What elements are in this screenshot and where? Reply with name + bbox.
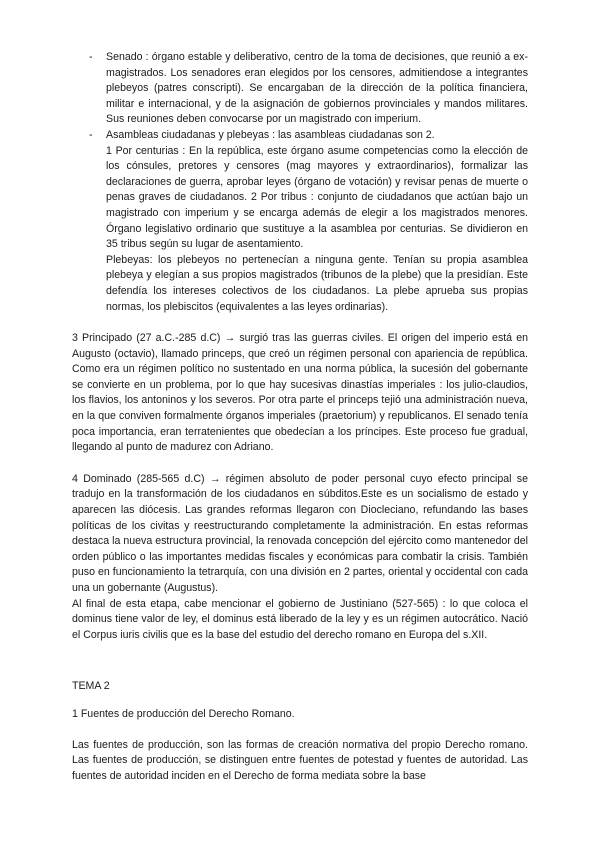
- justiniano-paragraph: Al final de esta etapa, cabe mencionar el gobierno de Justiniano (527-565) : lo que coloca el dominus tiene valor de ley, el dominus está liberado de la ley y es un régimen autocrático. Nació el Corpus iuris civilis que es la base del estudio del derecho romano en Europa del s.XII.: [72, 597, 528, 641]
- document-page: [72, 50, 528, 784]
- bullet-marker: -: [89, 128, 93, 141]
- subsection-title: 1 Fuentes de producción del Derecho Romano.: [72, 707, 295, 720]
- list-item-asambleas: [72, 128, 528, 315]
- plebeyas-paragraph: Plebeyas: los plebeyos no pertenecían a ninguna gente. Tenían su propia asamblea plebeya y elegían a sus propios magistrados (tribunos de la plebe) que la presidían. Este defendía los intereses colectivos de los ciudadanos. La plebe aprueba sus propias normas, los plebiscitos (equivalentes a las leyes ordinarias).: [106, 253, 528, 313]
- centurias-tribus-paragraph: 1 Por centurias : En la república, este órgano asume competencias como la elección de los cónsules, pretores y censores (mag mayores y extraordinarios), formalizar las declaraciones de guerra, aprobar leyes (órgano de votación) y revisar penas de muerte o penas graves de ciudadanos. 2 Por tribus : conjunto de ciudadanos que actúan bajo un magistrado con imperium y se encarga además de elegir a los magistrados menores. Órgano legislativo ordinario que sustituye a la asamblea por centurias. Se dividieron en 35 tribus según su lugar de asentamiento.: [106, 144, 528, 251]
- dominado-paragraph: 4 Dominado (285-565 d.C) → régimen absoluto de poder personal cuyo efecto principal se tradujo en la transformación de los ciudadanos en súbditos.Este es un socialismo de estado y aparecen las diócesis. Las grandes reformas llegaron con Diocleciano, refundando las bases políticas de los civitas y reestructurando completamente la administración. En estas reformas destaca la nueva estructura provincial, la renovada concepción del ejército como mantenedor del orden público o las importantes medidas fiscales y económicas para combatir la crisis. También puso en funcionamiento la tetrarquía, con una división en 2 partes, oriental y occidental con cada una un gobernante (Augustus).: [72, 472, 528, 594]
- bullet-marker: -: [89, 51, 93, 63]
- section-title: TEMA 2: [72, 680, 110, 693]
- fuentes-intro-paragraph: Las fuentes de producción, son las formas de creación normativa del propio Derecho romano. Las fuentes de producción, se distinguen entre fuentes de potestad y fuentes de autoridad. Las fuentes de autoridad inciden en el Derecho de forma mediata sobre la base: [72, 738, 528, 782]
- senado-paragraph: Senado : órgano estable y deliberativo, centro de la toma de decisiones, que reunió a ex-magistrados. Los senadores eran elegidos por los censores, admitiendose a integrantes plebeyos (patres conscripti). Se encargaban de la dirección de la política financiera, militar e internacional, y de la asignación de gobiernos provinciales y mandos militares. Sus reuniones deben convocarse por un magistrado con imperium.: [106, 51, 528, 126]
- list-item-senado: [72, 50, 528, 128]
- principado-paragraph: 3 Principado (27 a.C.-285 d.C) → surgió tras las guerras civiles. El origen del imperio está en Augusto (octavio), llamado princeps, que creó un régimen personal con apariencia de república. Como era un régimen político no sustentado en una norma pública, la sucesión del gobernante se convierte en un problema, por lo que hay sucesivas dinastías imperiales : los julio-claudios, los flavios, los antoninos y los severos. Por otra parte el princeps tejió una administración nueva, en la que conviven formalmente órganos imperiales (praetorium) y republicanos. El senado tenía poca importancia, eran terratenientes que obedecían a los príncipes. Este proceso fue gradual, llegando al punto de madurez con Adriano.: [72, 332, 528, 454]
- asambleas-heading: Asambleas ciudadanas y plebeyas : las asambleas ciudadanas son 2.: [106, 128, 435, 141]
